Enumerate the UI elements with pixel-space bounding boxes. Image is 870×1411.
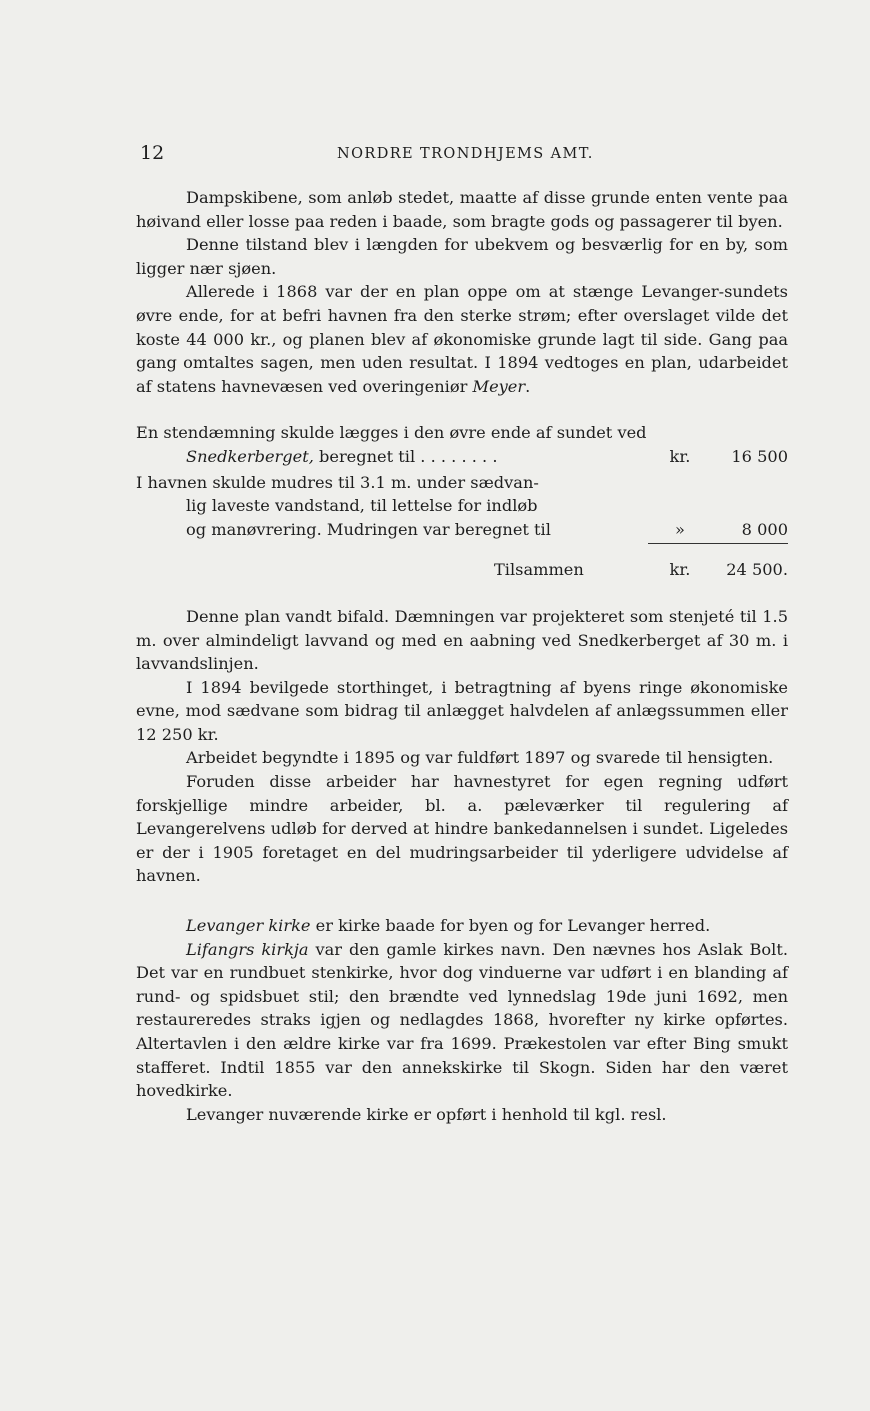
paragraph-9: Lifangrs kirkja var den gamle kirkes navn. Den nævnes hos Aslak Bolt. Det var en rundbuet stenkirke, hvor dog vinduerne var udført i en blanding af rund- og spidsbuet stil; den brændte ved lynnedslag 19de juni 1692, men restaureredes straks igjen og nedlagdes 1868, hvorefter ny kirke opførtes. Altertavlen i den ældre kirke var fra 1699. Prækestolen var efter Bing smukt stafferet. Indtil 1855 var den annekskirke til Skogn. Siden har den været hovedkirke. [136, 939, 788, 1101]
paragraph-4: Denne plan vandt bifald. Dæmningen var projekteret som stenjeté til 1.5 m. over almindeligt lavvand og med en aabning ved Snedkerberget af 30 m. i lavvandslinjen. [136, 606, 788, 674]
paragraph-3: Allerede i 1868 var der en plan oppe om at stænge Levanger-sundets øvre ende, for at befri havnen fra den sterke strøm; efter overslaget vilde det koste 44 000 kr., og planen blev af økonomiske grunde lagt til side. Gang paa gang omtaltes sagen, men uden resultat. I 1894 vedtoges en plan, udarbeidet af statens havnevæsen ved overingeniør Meyer. [136, 282, 788, 396]
page-number: 12 [140, 142, 165, 164]
paragraph-7: Foruden disse arbeider har havnestyret for egen regning udført forskjellige mindre arbeider, bl. a. pæleværker til regulering af Levangerelvens udløb for derved at hindre bankedannelsen i sundet. Ligeledes er der i 1905 foretaget en del mudringsarbeider til yderligere udvidelse af havnen. [136, 772, 788, 886]
budget-item-1-amount: 16 500 [731, 446, 788, 466]
running-head: NORDRE TRONDHJEMS AMT. [337, 146, 594, 162]
sum-rule [648, 543, 788, 544]
page-body [136, 186, 788, 1126]
section-title-levanger-kirke: Levanger kirke [186, 916, 311, 936]
budget-item-2-amount: 8 000 [741, 519, 788, 539]
paragraph-10: Levanger nuværende kirke er opført i henhold til kgl. resl. [186, 1104, 667, 1124]
engineer-name: Meyer [472, 376, 526, 396]
paragraph-6: Arbeidet begyndte i 1895 og var fuldført 1897 og svarede til hensigten. [186, 748, 774, 768]
budget-total-amount: 24 500. [726, 560, 788, 580]
budget-item-2-amount-row: og manøvrering. Mudringen var beregnet til » 8 000 [136, 518, 788, 542]
paragraph-2: Denne tilstand blev i længden for ubekvem og besværlig for en by, som ligger nær sjøen. [136, 235, 788, 278]
budget-table [136, 421, 788, 582]
paragraph-1: Dampskibene, som anløb stedet, maatte af disse grunde enten vente paa høivand eller losse paa reden i baade, som bragte gods og passagerer til byen. [136, 188, 788, 231]
paragraph-5: I 1894 bevilgede storthinget, i betragtning af byens ringe økonomiske evne, mod sædvane som bidrag til anlægget halvdelen af anlægssummen eller 12 250 kr. [136, 677, 788, 744]
paragraph-8: Levanger kirke er kirke baade for byen og for Levanger herred. [186, 916, 711, 936]
budget-item-1-amount-row: Snedkerberget, beregnet til . . . . . . . . kr. 16 500 [136, 445, 788, 469]
page-header [140, 142, 790, 166]
budget-item-1: En stendæmning skulde lægges i den øvre ende af sundet ved [136, 423, 647, 443]
budget-total: Tilsammen kr. 24 500. [136, 558, 788, 582]
section-title-lifangrs-kirkja: Lifangrs kirkja [186, 939, 309, 959]
budget-item-2: I havnen skulde mudres til 3.1 m. under sædvan- lig laveste vandstand, til lettelse for indløb og manøvrering. Mudringen var beregnet til » 8 000 [136, 471, 788, 542]
